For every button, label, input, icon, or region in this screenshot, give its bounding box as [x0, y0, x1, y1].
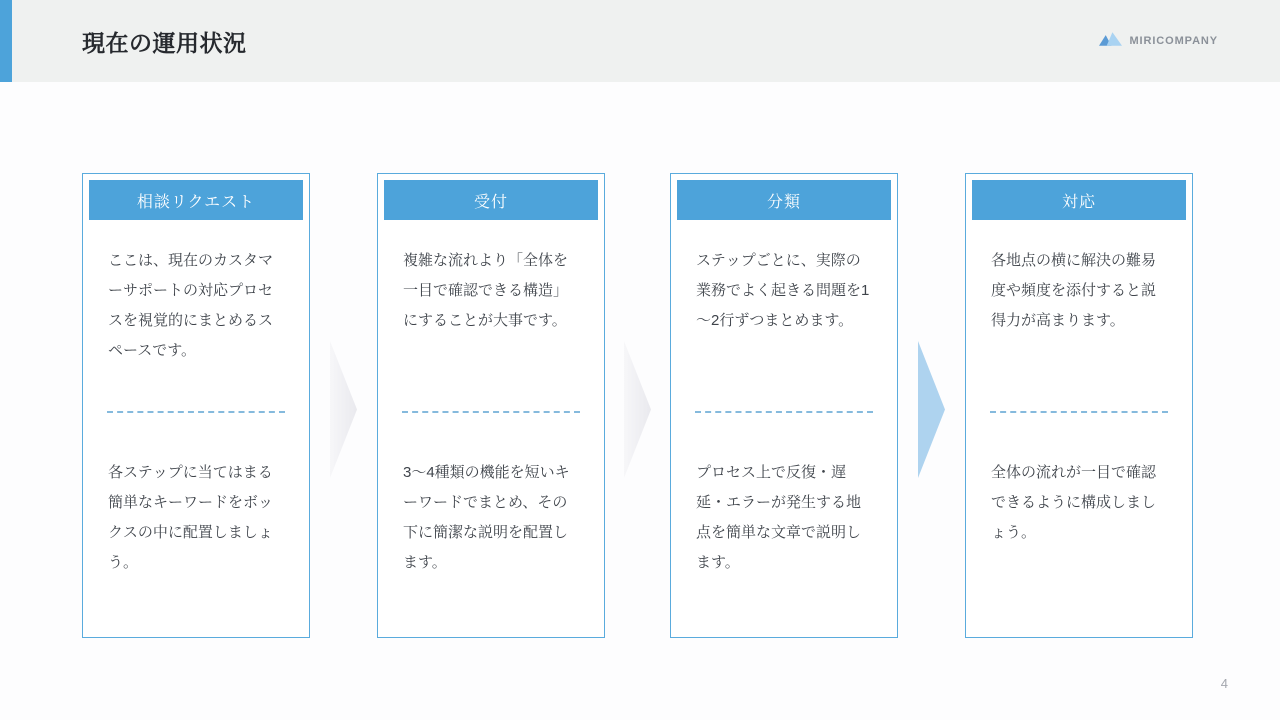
dashed-divider [107, 411, 285, 413]
slide-header [0, 0, 1280, 82]
step-header-label: 相談リクエスト [89, 180, 303, 220]
step-box-reception [377, 173, 605, 638]
company-logo [1099, 0, 1218, 82]
step-header-label: 受付 [384, 180, 598, 220]
step-box-classification [670, 173, 898, 638]
step-bottom-text: 3～4種類の機能を短いキーワードでまとめ、その下に簡潔な説明を配置します。 [403, 464, 570, 571]
step-top-text: ステップごとに、実際の業務でよく起きる問題を1～2行ずつまとめます。 [696, 252, 870, 329]
dashed-divider [402, 411, 580, 413]
company-logo-text: MIRICOMPANY [1129, 35, 1218, 47]
mountain-logo-icon [1099, 32, 1122, 51]
flow-arrow-icon [624, 341, 651, 478]
flow-arrow-icon [918, 341, 945, 478]
step-bottom-text: 各ステップに当てはまる簡単なキーワードをボックスの中に配置しましょう。 [108, 464, 274, 571]
step-top-text: ここは、現在のカスタマーサポートの対応プロセスを視覚的にまとめるスペースです。 [108, 252, 274, 359]
flow-arrow-icon [330, 341, 357, 478]
step-top-text: 各地点の横に解決の難易度や頻度を添付すると説得力が高まります。 [991, 252, 1157, 329]
dashed-divider [990, 411, 1168, 413]
step-box-response [965, 173, 1193, 638]
step-header-label: 対応 [972, 180, 1186, 220]
step-header-label: 分類 [677, 180, 891, 220]
header-accent-bar [0, 0, 12, 82]
page-title: 現在の運用状況 [82, 29, 247, 56]
step-bottom-text: 全体の流れが一目で確認できるように構成しましょう。 [991, 464, 1157, 541]
page-number: 4 [1220, 676, 1228, 691]
step-bottom-text: プロセス上で反復・遅延・エラーが発生する地点を簡単な文章で説明します。 [696, 464, 862, 571]
dashed-divider [695, 411, 873, 413]
step-top-text: 複雑な流れより「全体を一目で確認できる構造」にすることが大事です。 [403, 252, 569, 329]
step-box-consult-request [82, 173, 310, 638]
